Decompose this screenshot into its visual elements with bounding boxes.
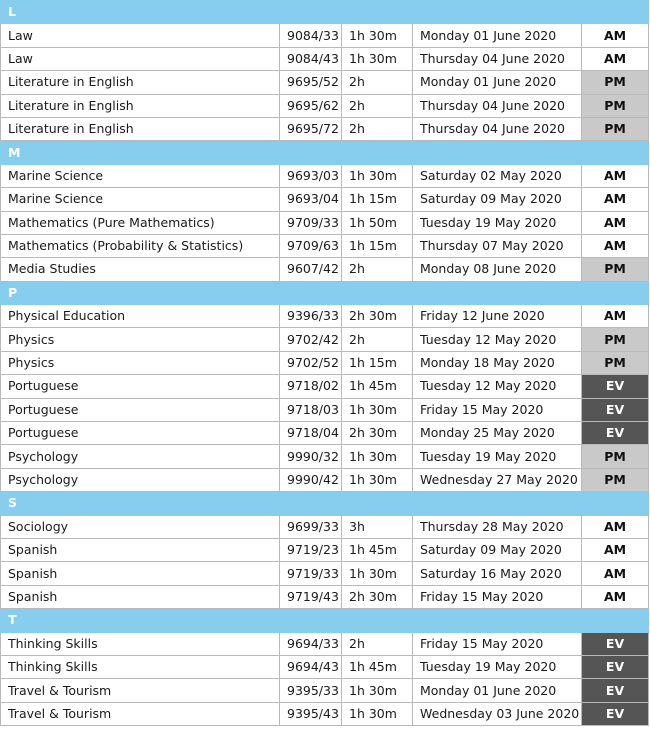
duration-cell: 1h 15m (342, 351, 413, 374)
subject-cell: Spanish (1, 585, 280, 608)
duration-cell: 1h 15m (342, 234, 413, 257)
subject-cell: Physical Education (1, 305, 280, 328)
subject-cell: Physics (1, 328, 280, 351)
table-row (1, 515, 649, 538)
table-row (1, 655, 649, 678)
session-cell: AM (582, 538, 649, 561)
subject-cell: Spanish (1, 562, 280, 585)
timetable-body (1, 1, 649, 726)
subject-cell: Mathematics (Pure Mathematics) (1, 211, 280, 234)
date-cell: Saturday 02 May 2020 (413, 164, 582, 187)
table-row (1, 188, 649, 211)
session-cell: AM (582, 234, 649, 257)
section-header-m (1, 141, 649, 164)
section-header-l (1, 1, 649, 24)
date-cell: Thursday 28 May 2020 (413, 515, 582, 538)
session-cell: AM (582, 24, 649, 47)
session-cell: AM (582, 562, 649, 585)
section-letter: T (1, 609, 649, 632)
table-row (1, 468, 649, 491)
date-cell: Thursday 04 June 2020 (413, 94, 582, 117)
subject-cell: Physics (1, 351, 280, 374)
subject-cell: Sociology (1, 515, 280, 538)
session-cell: AM (582, 585, 649, 608)
code-cell: 9695/52 (280, 71, 342, 94)
table-row (1, 679, 649, 702)
date-cell: Tuesday 19 May 2020 (413, 655, 582, 678)
table-row (1, 538, 649, 561)
subject-cell: Psychology (1, 468, 280, 491)
section-letter: P (1, 281, 649, 304)
section-letter: L (1, 1, 649, 24)
subject-cell: Portuguese (1, 422, 280, 445)
code-cell: 9396/33 (280, 305, 342, 328)
date-cell: Thursday 07 May 2020 (413, 234, 582, 257)
subject-cell: Law (1, 47, 280, 70)
code-cell: 9694/33 (280, 632, 342, 655)
date-cell: Monday 01 June 2020 (413, 71, 582, 94)
code-cell: 9395/43 (280, 702, 342, 725)
code-cell: 9702/52 (280, 351, 342, 374)
table-row (1, 702, 649, 725)
duration-cell: 2h 30m (342, 585, 413, 608)
session-cell: AM (582, 305, 649, 328)
duration-cell: 1h 30m (342, 562, 413, 585)
subject-cell: Mathematics (Probability & Statistics) (1, 234, 280, 257)
session-cell: EV (582, 655, 649, 678)
duration-cell: 1h 30m (342, 24, 413, 47)
subject-cell: Portuguese (1, 398, 280, 421)
subject-cell: Portuguese (1, 375, 280, 398)
date-cell: Friday 15 May 2020 (413, 398, 582, 421)
duration-cell: 1h 45m (342, 655, 413, 678)
date-cell: Monday 08 June 2020 (413, 258, 582, 281)
date-cell: Monday 01 June 2020 (413, 679, 582, 702)
subject-cell: Marine Science (1, 164, 280, 187)
date-cell: Thursday 04 June 2020 (413, 117, 582, 140)
subject-cell: Travel & Tourism (1, 679, 280, 702)
table-row (1, 94, 649, 117)
session-cell: PM (582, 468, 649, 491)
code-cell: 9695/72 (280, 117, 342, 140)
date-cell: Friday 15 May 2020 (413, 585, 582, 608)
duration-cell: 1h 30m (342, 398, 413, 421)
date-cell: Wednesday 27 May 2020 (413, 468, 582, 491)
session-cell: EV (582, 422, 649, 445)
table-row (1, 211, 649, 234)
duration-cell: 2h (342, 258, 413, 281)
table-row (1, 375, 649, 398)
duration-cell: 1h 30m (342, 679, 413, 702)
date-cell: Monday 18 May 2020 (413, 351, 582, 374)
table-row (1, 234, 649, 257)
session-cell: PM (582, 445, 649, 468)
session-cell: EV (582, 702, 649, 725)
code-cell: 9709/63 (280, 234, 342, 257)
duration-cell: 1h 30m (342, 445, 413, 468)
code-cell: 9699/33 (280, 515, 342, 538)
duration-cell: 2h 30m (342, 305, 413, 328)
code-cell: 9084/43 (280, 47, 342, 70)
session-cell: PM (582, 117, 649, 140)
table-row (1, 398, 649, 421)
table-row (1, 445, 649, 468)
date-cell: Saturday 09 May 2020 (413, 538, 582, 561)
code-cell: 9695/62 (280, 94, 342, 117)
code-cell: 9693/04 (280, 188, 342, 211)
table-row (1, 328, 649, 351)
code-cell: 9395/33 (280, 679, 342, 702)
code-cell: 9719/23 (280, 538, 342, 561)
table-row (1, 164, 649, 187)
section-letter: S (1, 492, 649, 515)
subject-cell: Law (1, 24, 280, 47)
session-cell: AM (582, 211, 649, 234)
session-cell: AM (582, 47, 649, 70)
table-row (1, 71, 649, 94)
code-cell: 9718/04 (280, 422, 342, 445)
code-cell: 9693/03 (280, 164, 342, 187)
date-cell: Wednesday 03 June 2020 (413, 702, 582, 725)
code-cell: 9718/02 (280, 375, 342, 398)
session-cell: EV (582, 398, 649, 421)
duration-cell: 1h 30m (342, 164, 413, 187)
duration-cell: 3h (342, 515, 413, 538)
duration-cell: 2h (342, 632, 413, 655)
subject-cell: Spanish (1, 538, 280, 561)
date-cell: Friday 15 May 2020 (413, 632, 582, 655)
code-cell: 9084/33 (280, 24, 342, 47)
code-cell: 9990/32 (280, 445, 342, 468)
subject-cell: Literature in English (1, 71, 280, 94)
section-letter: M (1, 141, 649, 164)
session-cell: PM (582, 328, 649, 351)
date-cell: Saturday 09 May 2020 (413, 188, 582, 211)
code-cell: 9702/42 (280, 328, 342, 351)
code-cell: 9607/42 (280, 258, 342, 281)
duration-cell: 1h 15m (342, 188, 413, 211)
duration-cell: 1h 50m (342, 211, 413, 234)
session-cell: EV (582, 375, 649, 398)
code-cell: 9990/42 (280, 468, 342, 491)
table-row (1, 632, 649, 655)
date-cell: Monday 01 June 2020 (413, 24, 582, 47)
session-cell: AM (582, 164, 649, 187)
duration-cell: 2h (342, 71, 413, 94)
date-cell: Saturday 16 May 2020 (413, 562, 582, 585)
duration-cell: 2h (342, 94, 413, 117)
table-row (1, 562, 649, 585)
subject-cell: Media Studies (1, 258, 280, 281)
session-cell: PM (582, 71, 649, 94)
table-row (1, 422, 649, 445)
subject-cell: Literature in English (1, 117, 280, 140)
duration-cell: 1h 30m (342, 47, 413, 70)
table-row (1, 117, 649, 140)
table-row (1, 351, 649, 374)
code-cell: 9719/43 (280, 585, 342, 608)
session-cell: AM (582, 188, 649, 211)
date-cell: Thursday 04 June 2020 (413, 47, 582, 70)
table-row (1, 305, 649, 328)
code-cell: 9718/03 (280, 398, 342, 421)
date-cell: Monday 25 May 2020 (413, 422, 582, 445)
subject-cell: Travel & Tourism (1, 702, 280, 725)
duration-cell: 2h 30m (342, 422, 413, 445)
table-row (1, 585, 649, 608)
code-cell: 9719/33 (280, 562, 342, 585)
section-header-p (1, 281, 649, 304)
duration-cell: 1h 45m (342, 375, 413, 398)
code-cell: 9709/33 (280, 211, 342, 234)
code-cell: 9694/43 (280, 655, 342, 678)
date-cell: Tuesday 12 May 2020 (413, 328, 582, 351)
table-row (1, 258, 649, 281)
session-cell: PM (582, 258, 649, 281)
subject-cell: Thinking Skills (1, 632, 280, 655)
date-cell: Tuesday 19 May 2020 (413, 445, 582, 468)
table-row (1, 47, 649, 70)
session-cell: EV (582, 632, 649, 655)
date-cell: Friday 12 June 2020 (413, 305, 582, 328)
duration-cell: 1h 30m (342, 468, 413, 491)
subject-cell: Literature in English (1, 94, 280, 117)
session-cell: PM (582, 351, 649, 374)
section-header-t (1, 609, 649, 632)
duration-cell: 1h 45m (342, 538, 413, 561)
table-row (1, 24, 649, 47)
date-cell: Tuesday 19 May 2020 (413, 211, 582, 234)
subject-cell: Thinking Skills (1, 655, 280, 678)
duration-cell: 2h (342, 328, 413, 351)
subject-cell: Marine Science (1, 188, 280, 211)
section-header-s (1, 492, 649, 515)
session-cell: PM (582, 94, 649, 117)
date-cell: Tuesday 12 May 2020 (413, 375, 582, 398)
session-cell: AM (582, 515, 649, 538)
duration-cell: 1h 30m (342, 702, 413, 725)
subject-cell: Psychology (1, 445, 280, 468)
duration-cell: 2h (342, 117, 413, 140)
session-cell: EV (582, 679, 649, 702)
